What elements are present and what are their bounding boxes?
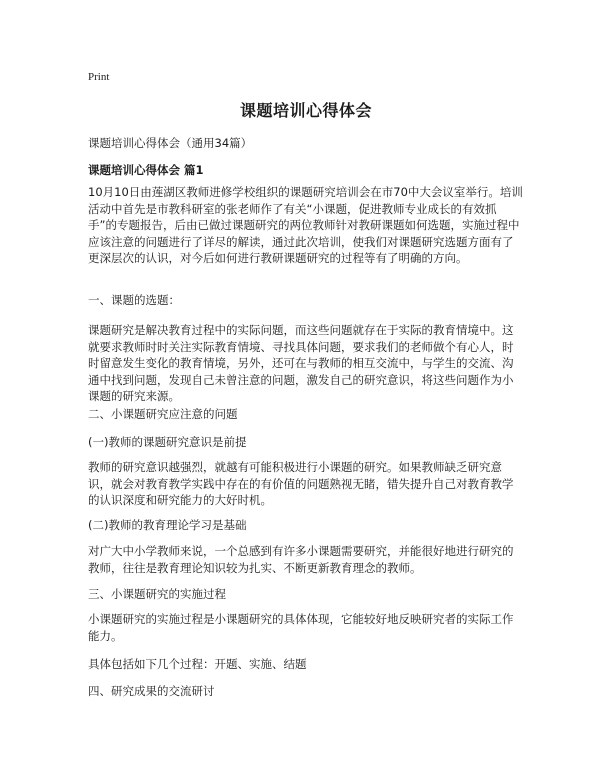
page-title: 课题培训心得体会 [239, 101, 372, 120]
subheading-research-awareness: (一)教师的课题研究意识是前提 [88, 435, 247, 449]
document-subtitle: 课题培训心得体会（通用34篇） [88, 136, 253, 150]
process-paragraph: 小课题研究的实施过程是小课题研究的具体体现，它能较好地反映研究者的实际工作能力。 [88, 612, 514, 643]
awareness-paragraph: 教师的研究意识越强烈，就越有可能积极进行小课题的研究。如果教师缺乏研究意识，就会对教育教学实践中存在的有价值的问题熟视无睹，错失提升自己对教育教学的认识深度和研究能力的大好时机。 [88, 460, 514, 507]
intro-paragraph: 10月10日由莲湖区教师进修学校组织的课题研究培训会在市70中大会议室举行。培训活动中首先是市教科研室的张老师作了有关“小课题，促进教师专业成长的有效抓手”的专题报告，后由已做过课题研究的两位教师针对教研课题如何选题，实施过程中应该注意的问题进行了详尽的解读，通过此次培训，使我们对课题研究选题方面有了更深层次的认识，对今后如何进行教研课题研究的过程等有了明确的方向。 [88, 185, 523, 265]
steps-paragraph: 具体包括如下几个过程：开题、实施、结题 [88, 657, 307, 671]
heading-results-exchange: 四、研究成果的交流研讨 [88, 684, 215, 698]
subheading-theory-study: (二)教师的教育理论学习是基础 [88, 518, 247, 532]
heading-topic-selection: 一、课题的选题： [88, 293, 180, 307]
theory-paragraph: 对广大中小学教师来说，一个总感到有许多小课题需要研究，并能很好地进行研究的教师，往往是教育理论知识较为扎实、不断更新教育理念的教师。 [88, 544, 514, 575]
print-link[interactable]: Print [88, 71, 110, 83]
section-title: 课题培训心得体会 篇1 [88, 163, 204, 177]
heading-attention-issues: 二、小课题研究应注意的问题 [88, 407, 238, 421]
topic-paragraph: 课题研究是解决教育过程中的实际问题，而这些问题就存在于实际的教育情境中。这就要求教师时时关注实际教育情境、寻找具体问题，要求我们的老师做个有心人，时时留意发生变化的教育情境，另外，还可在与教师的相互交流中，与学生的交流、沟通中找到问题，发现自己未曾注意的问题，激发自己的研究意识，将这些问题作为小课题的研究来源。 [88, 323, 514, 403]
heading-implementation-process: 三、小课题研究的实施过程 [88, 587, 226, 601]
